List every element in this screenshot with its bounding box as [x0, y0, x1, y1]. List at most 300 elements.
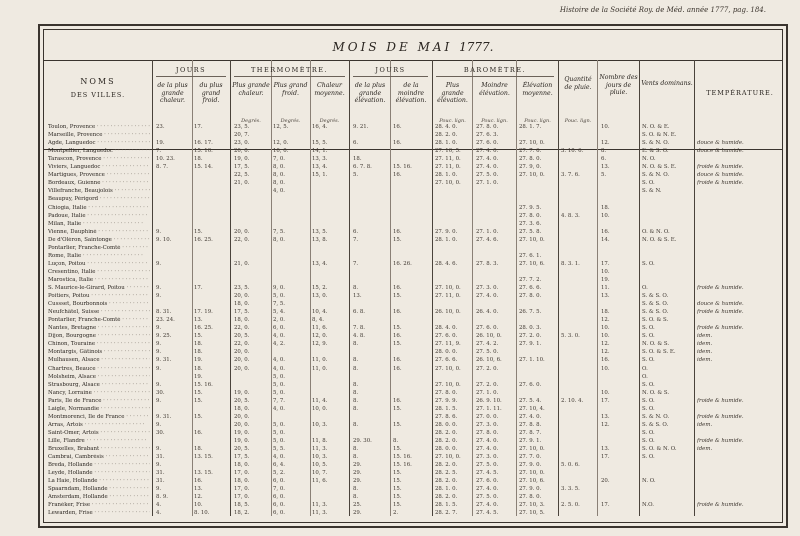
cell-bmo: 27. 10, 6. — [519, 478, 545, 485]
header-baro-elevation: Plus grande élévation. — [437, 82, 468, 104]
cell-tf: 6, 0. — [273, 510, 285, 517]
cell-tf: 8, 0. — [273, 164, 285, 171]
running-head: Histoire de la Société Roy. de Méd. année 1777, pag. 184. — [559, 6, 766, 14]
unit-pouc-lign: Pouc. lign. — [481, 118, 508, 124]
cell-bmo: 27. 2. 0. — [519, 333, 542, 340]
table-row — [44, 486, 790, 494]
cell-bmo: 27. 6. 1. — [519, 252, 542, 259]
cell-tc: 20, 0. — [234, 357, 250, 364]
cell-tc: 19, 0. — [234, 389, 250, 396]
cell-bmo: 27. 7. 6. — [519, 148, 542, 155]
cell-v: N. O. — [642, 156, 656, 163]
table-row — [44, 293, 790, 301]
cell-be: 27. 10, 5. — [435, 148, 461, 155]
table-row — [44, 374, 790, 382]
cell-v: O. — [642, 373, 648, 380]
cell-j1: 8. 31. — [156, 309, 172, 316]
header-pluie: Quantité de pluie. — [564, 76, 592, 91]
header-jours2-moindre: de la moindre élévation. — [395, 82, 427, 104]
table-row — [44, 148, 790, 156]
cell-b1: 8. — [353, 446, 359, 452]
cell-tc: 22, 0. — [234, 236, 250, 243]
header-jours-group: JOURS — [175, 66, 207, 74]
cell-tc: 17, 0. — [234, 470, 250, 477]
cell-t: froide & humide. — [697, 413, 744, 420]
cell-t: froide & humide. — [697, 397, 744, 404]
city-name: Spaarndam, Hollande · · · — [48, 486, 150, 494]
cell-p: 3. 10. 6. — [561, 148, 584, 155]
cell-tc: 20, 0. — [234, 365, 250, 372]
cell-j1: 9. — [156, 349, 162, 356]
cell-tf: 2, 0. — [273, 317, 285, 324]
cell-j2: 17. — [194, 124, 203, 130]
cell-b2: 16. — [393, 365, 402, 372]
cell-tf: 6, 0. — [273, 494, 285, 501]
cell-v: S. & S. O. — [642, 293, 669, 300]
cell-bmo: 27. 8. 0. — [519, 212, 542, 219]
cell-bmo: 27. 9, 0. — [519, 164, 542, 171]
cell-tm: 13, 0. — [312, 293, 328, 300]
cell-tm: 11, 3. — [312, 502, 328, 509]
city-name: Pontarlier, Franche-Comté · · · — [48, 317, 150, 325]
cell-tm: 11, 0. — [312, 357, 328, 364]
cell-be: 27. 6. 6. — [435, 357, 458, 364]
table-row — [44, 414, 790, 422]
cell-j2: 15. 10. — [194, 148, 213, 155]
city-name: Cresentino, Italie · · · — [48, 269, 150, 277]
cell-v: S. O. & S. E. — [642, 349, 676, 356]
cell-np: 16. — [601, 357, 610, 364]
cell-b1: 8. — [353, 421, 359, 428]
cell-b1: 7. 8. — [353, 325, 365, 332]
city-name: Cussset, Bourbonnois · · · — [48, 301, 150, 309]
city-name: La Haie, Hollande · · · — [48, 478, 150, 486]
cell-bm: 27. 1. 0. — [476, 389, 499, 396]
city-name: Lewarden, Frise · · · — [48, 510, 150, 518]
cell-be: 28. 4. 6. — [435, 260, 458, 267]
cell-v: S. O. & N. O. — [642, 446, 677, 452]
cell-j1: 8. 9. — [156, 494, 168, 501]
cell-tm: 11, 0. — [312, 365, 328, 372]
city-name: Rome, Italie · · · — [48, 253, 150, 261]
table-row — [44, 502, 790, 510]
city-name: Dijon, Bourgogne · · · — [48, 333, 150, 341]
cell-tc: 20, 5. — [234, 397, 250, 404]
cell-np: 10. — [601, 212, 610, 219]
cell-tm: 14, 1. — [312, 148, 328, 155]
cell-be: 27. 10, 0. — [435, 454, 461, 461]
cell-tf: 8, 0. — [273, 172, 285, 179]
cell-v: S. O. — [642, 397, 655, 404]
cell-b2: 15. — [393, 494, 402, 501]
cell-np: 20. — [601, 478, 610, 485]
cell-b2: 15. — [393, 470, 402, 477]
cell-tc: 23, 5. — [234, 124, 250, 130]
cell-bm: 26. 4. 0. — [476, 309, 499, 316]
cell-np: 12. — [601, 140, 610, 147]
cell-bm: 27. 4. 5. — [476, 470, 499, 477]
cell-tm: 13, 5. — [312, 228, 328, 235]
header-group-rule — [436, 76, 554, 77]
cell-tf: 4, 0. — [273, 188, 285, 195]
cell-v: S. O. & S. — [642, 317, 669, 324]
cell-tf: 12, 5. — [273, 124, 289, 130]
header-group-rule — [353, 76, 428, 77]
cell-b2: 15. — [393, 341, 402, 348]
cell-b1: 6. 7. 8. — [353, 164, 372, 171]
cell-b1: 8. — [353, 486, 359, 493]
cell-t: douce & humide. — [697, 301, 744, 308]
cell-v: E. & S. O. — [642, 148, 669, 155]
cell-tc: 18, 0. — [234, 317, 250, 324]
cell-bm: 27. 3. 0. — [476, 285, 499, 291]
cell-be: 28. 1. 5. — [435, 502, 458, 509]
cell-v: N. O. — [642, 478, 656, 485]
cell-tf: 12, 0. — [273, 140, 289, 147]
cell-bm: 27. 5. 0. — [476, 349, 499, 356]
cell-j2: 16. — [194, 478, 203, 485]
cell-tc: 18, 0. — [234, 462, 250, 469]
cell-bmo: 27. 9. 0. — [519, 486, 542, 493]
cell-b1: 25. — [353, 502, 362, 509]
table-row — [44, 188, 790, 196]
cell-np: 10. — [601, 365, 610, 372]
cell-j1: 9. — [156, 421, 162, 428]
table-row — [44, 478, 790, 486]
cell-tm: 10, 3. — [312, 454, 328, 461]
table-row — [44, 245, 790, 253]
cell-b2: 15. — [393, 325, 402, 332]
header-noms: NOMS — [80, 77, 116, 86]
cell-be: 28. 1. 5. — [435, 405, 458, 412]
cell-v: S. & S. O. — [642, 301, 669, 308]
cell-t: froide & humide. — [697, 325, 744, 332]
cell-be: 28. 0. 0. — [435, 421, 458, 428]
cell-bmo: 27. 9. 1. — [519, 437, 542, 444]
cell-np: 10. — [601, 389, 610, 396]
cell-tm: 13, 4. — [312, 260, 328, 267]
header-jours-chaud: de la plus grande chaleur. — [157, 82, 188, 104]
cell-v: O. — [642, 365, 648, 372]
cell-tc: 20, 0. — [234, 148, 250, 155]
cell-b2: 15. — [393, 236, 402, 243]
cell-v: O. — [642, 285, 648, 291]
city-name: Montmorenci, Ile de France · · · — [48, 414, 150, 422]
cell-tm: 15, 5. — [312, 140, 328, 147]
cell-tc: 20, 7. — [234, 132, 250, 139]
cell-b1: 5. — [353, 172, 359, 179]
cell-be: 27. 11, 9. — [435, 341, 461, 348]
cell-tm: 13, 3. — [312, 156, 328, 163]
header-temperature: TEMPÉRATURE. — [706, 89, 774, 97]
cell-j1: 9. — [156, 260, 162, 267]
cell-v: S. O. — [642, 325, 655, 332]
cell-v: S. & N. — [642, 188, 662, 195]
title-text: MOIS DE MAI — [332, 40, 453, 54]
cell-tf: 4, 0. — [273, 357, 285, 364]
cell-b2: 16. 26. — [393, 260, 412, 267]
cell-j1: 9. 31. — [156, 357, 172, 364]
table-row — [44, 390, 790, 398]
table-row — [44, 454, 790, 462]
cell-tc: 20, 0. — [234, 349, 250, 356]
cell-be: 27. 8. 6. — [435, 413, 458, 420]
cell-tc: 18, 0. — [234, 405, 250, 412]
cell-np: 11. — [601, 285, 610, 291]
cell-t: douce & humide. — [697, 140, 744, 147]
cell-v: S. O. — [642, 381, 655, 388]
cell-tc: 22, 0. — [234, 341, 250, 348]
table-row — [44, 382, 790, 390]
cell-bm: 27. 8. 3. — [476, 260, 499, 267]
cell-b2: 2. — [393, 510, 399, 517]
cell-j1: 9. — [156, 462, 162, 469]
table-row — [44, 172, 790, 180]
cell-bm: 27. 4. 2. — [476, 341, 499, 348]
cell-be: 28. 0. 0. — [435, 349, 458, 356]
city-name: Chartres, Beauce · · · — [48, 366, 150, 374]
cell-np: 12. — [601, 341, 610, 348]
cell-j2: 12. — [194, 494, 203, 501]
cell-j2: 15. 14. — [194, 164, 213, 171]
cell-tf: 5, 5. — [273, 446, 285, 452]
cell-bm: 27. 1. 11. — [476, 405, 502, 412]
cell-tm: 13, 8. — [312, 236, 328, 243]
city-name: Bordeaux, Guienne · · · — [48, 180, 150, 188]
cell-np: 19. — [601, 276, 610, 283]
table-row — [44, 357, 790, 365]
cell-bm: 27. 1. 0. — [476, 180, 499, 187]
cell-j1: 31. — [156, 470, 165, 477]
cell-j1: 9. — [156, 381, 162, 388]
cell-be: 28. 4. 0. — [435, 124, 458, 130]
cell-v: S. O. — [642, 454, 655, 461]
cell-j1: 9. — [156, 446, 162, 452]
cell-bmo: 27. 5. 8. — [519, 228, 542, 235]
cell-tf: 5, 0. — [273, 373, 285, 380]
cell-np: 17. — [601, 454, 610, 461]
table-row — [44, 221, 790, 229]
city-name: Cambrai, Cambrésis · · · — [48, 454, 150, 462]
table-row — [44, 164, 790, 172]
cell-tf: 6, 0. — [273, 325, 285, 332]
cell-tc: 19, 0. — [234, 429, 250, 436]
cell-v: S. O. — [642, 437, 655, 444]
cell-be: 27. 11, 0. — [435, 156, 461, 163]
cell-j2: 16. 25. — [194, 236, 213, 243]
cell-tf: 5, 0. — [273, 437, 285, 444]
table-row — [44, 438, 790, 446]
cell-np: 10. — [601, 124, 610, 130]
cell-tc: 19, 0. — [234, 156, 250, 163]
header-baro-moindre: Moindre élévation. — [479, 82, 510, 97]
cell-v: S. O. — [642, 260, 655, 267]
city-name: Poitiers, Poitou · · · — [48, 293, 150, 301]
table-row — [44, 213, 790, 221]
city-name: Neufchâtel, Suisse · · · — [48, 309, 150, 317]
header-group-rule — [234, 76, 345, 77]
cell-j2: 15. — [194, 397, 203, 404]
table-row — [44, 470, 790, 478]
cell-j2: 15. — [194, 228, 203, 235]
cell-bmo: 27. 7. 2. — [519, 276, 542, 283]
cell-be: 28. 2. 0. — [435, 429, 458, 436]
table-row — [44, 261, 790, 269]
cell-v: N. O. & S. E. — [642, 236, 677, 243]
cell-bm: 27. 4. 0. — [476, 437, 499, 444]
cell-b2: 16. — [393, 397, 402, 404]
cell-bmo: 28. 1. 7. — [519, 124, 542, 130]
cell-b1: 8. — [353, 365, 359, 372]
table-row — [44, 430, 790, 438]
cell-tf: 7, 0. — [273, 156, 285, 163]
cell-tm: 8, 4. — [312, 317, 324, 324]
unit-pouc-lign: Pouc. lign. — [439, 118, 466, 124]
cell-be: 28. 2. 7. — [435, 510, 458, 517]
cell-v: S. & S. O. — [642, 421, 669, 428]
table-row — [44, 132, 790, 140]
cell-b1: 8. — [353, 405, 359, 412]
cell-tf: 4, 0. — [273, 405, 285, 412]
cell-j1: 31. — [156, 454, 165, 461]
cell-b2: 15. — [393, 446, 402, 452]
cell-p: 8. 3. 1. — [561, 260, 580, 267]
cell-t: froide & humide. — [697, 309, 744, 316]
cell-np: 10. — [601, 268, 610, 275]
cell-be: 27. 9. 9. — [435, 397, 458, 404]
cell-t: froide & humide. — [697, 285, 744, 291]
cell-bm: 27. 6. 0. — [476, 325, 499, 332]
cell-j2: 15. — [194, 389, 203, 396]
cell-v: N. O. & E. — [642, 124, 670, 130]
cell-p: 3. 7. 6. — [561, 172, 580, 179]
city-name: De d'Oléron, Saintonge · · · — [48, 237, 150, 245]
cell-b1: 8. — [353, 389, 359, 396]
cell-be: 28. 1. 0. — [435, 172, 458, 179]
cell-tc: 20, 5. — [234, 333, 250, 340]
cell-j2: 13. 15. — [194, 470, 213, 477]
table-row — [44, 349, 790, 357]
cell-j2: 8. 10. — [194, 510, 210, 517]
city-name: Arras, Artois · · · — [48, 422, 150, 430]
cell-bmo: 27. 10, 0. — [519, 172, 545, 179]
cell-bmo: 27. 5. 4. — [519, 397, 542, 404]
cell-j1: 9. — [156, 228, 162, 235]
cell-tm: 10, 7. — [312, 470, 328, 477]
cell-b2: 16. — [393, 309, 402, 316]
cell-bmo: 28. 0. 3. — [519, 325, 542, 332]
unit-degres: Degrés. — [280, 118, 301, 124]
table-row — [44, 180, 790, 188]
cell-np: 5. — [601, 172, 607, 179]
city-name: Bruxelles, Brabant · · · — [48, 446, 150, 454]
cell-b2: 16. — [393, 228, 402, 235]
header-barometre-group: BAROMÈTRE. — [463, 66, 527, 74]
cell-bm: 27. 0. 0. — [476, 413, 499, 420]
cell-j1: 9. — [156, 397, 162, 404]
table-row — [44, 325, 790, 333]
cell-tf: 8, 0. — [273, 180, 285, 187]
cell-b2: 15. — [393, 421, 402, 428]
cell-j2: 15. — [194, 333, 203, 340]
cell-tf: 7, 5. — [273, 228, 285, 235]
cell-bm: 27. 6. 3. — [476, 132, 499, 139]
cell-tc: 17, 5. — [234, 454, 250, 461]
cell-t: idem. — [697, 349, 713, 356]
city-name: Saint-Omer, Artois · · · — [48, 430, 150, 438]
cell-j2: 13. — [194, 486, 203, 493]
cell-j1: 23. — [156, 124, 165, 130]
cell-b2: 8. — [393, 437, 399, 444]
header-jours-pluie: Nombre des jours de pluie. — [599, 74, 638, 96]
cell-tm: 16, 4. — [312, 124, 328, 130]
unit-pouc-lign: Pouc. lign. — [524, 118, 551, 124]
cell-bmo: 27. 1. 10. — [519, 357, 545, 364]
cell-b2: 16. — [393, 124, 402, 130]
cell-tc: 17, 5. — [234, 164, 250, 171]
cell-b2: 15. — [393, 405, 402, 412]
table-row — [44, 406, 790, 414]
cell-v: S. O. — [642, 333, 655, 340]
cell-np: 13. — [601, 293, 610, 300]
cell-p: 4. 8. 3. — [561, 212, 580, 219]
cell-b1: 7. — [353, 236, 359, 243]
cell-b1: 8. — [353, 341, 359, 348]
table-row — [44, 196, 790, 204]
cell-tc: 21, 0. — [234, 180, 250, 187]
cell-np: 10. — [601, 333, 610, 340]
table-row — [44, 309, 790, 317]
city-name: Montargis, Gâtinois · · · — [48, 349, 150, 357]
cell-np: 8. — [601, 148, 607, 155]
cell-b1: 6. 8. — [353, 309, 365, 316]
cell-bmo: 27. 9. 5. — [519, 204, 542, 211]
cell-np: 18. — [601, 204, 610, 211]
cell-bm: 27. 4. 0. — [476, 293, 499, 300]
cell-bm: 27. 6. 0. — [476, 140, 499, 147]
cell-v: S. & N. O. — [642, 413, 670, 420]
cell-bmo: 27. 4. 0. — [519, 413, 542, 420]
cell-j2: 16. — [194, 429, 203, 436]
cell-be: 28. 4. 0. — [435, 325, 458, 332]
cell-be: 28. 2. 5. — [435, 470, 458, 477]
cell-tf: 4, 0. — [273, 333, 285, 340]
city-name: Leyde, Hollande · · · — [48, 470, 150, 478]
cell-p: 2. 10. 4. — [561, 397, 584, 404]
cell-be: 27. 10, 0. — [435, 381, 461, 388]
cell-bmo: 27. 8. 0. — [519, 156, 542, 163]
cell-p: 5. 3. 0. — [561, 333, 580, 340]
cell-b2: 15. 16. — [393, 164, 412, 171]
cell-v: N. O. & S. E. — [642, 164, 677, 171]
cell-b1: 29. — [353, 478, 362, 485]
cell-b1: 7. — [353, 260, 359, 267]
cell-b2: 15. — [393, 502, 402, 509]
cell-j2: 13. 15. — [194, 454, 213, 461]
cell-be: 27. 10, 0. — [435, 365, 461, 372]
cell-b1: 8. — [353, 357, 359, 364]
cell-tm: 11, 6. — [312, 478, 328, 485]
cell-bm: 27. 4. 0. — [476, 164, 499, 171]
header-group-rule — [156, 76, 226, 77]
cell-tm: 10, 0. — [312, 405, 328, 412]
cell-t: froide & humide. — [697, 502, 744, 509]
cell-bm: 27. 4. 0. — [476, 446, 499, 452]
cell-tf: 9, 0. — [273, 285, 285, 291]
city-name: Marostica, Italie · · · — [48, 277, 150, 285]
cell-v: S. & N. O. — [642, 172, 670, 179]
cell-j2: 18. — [194, 349, 203, 356]
